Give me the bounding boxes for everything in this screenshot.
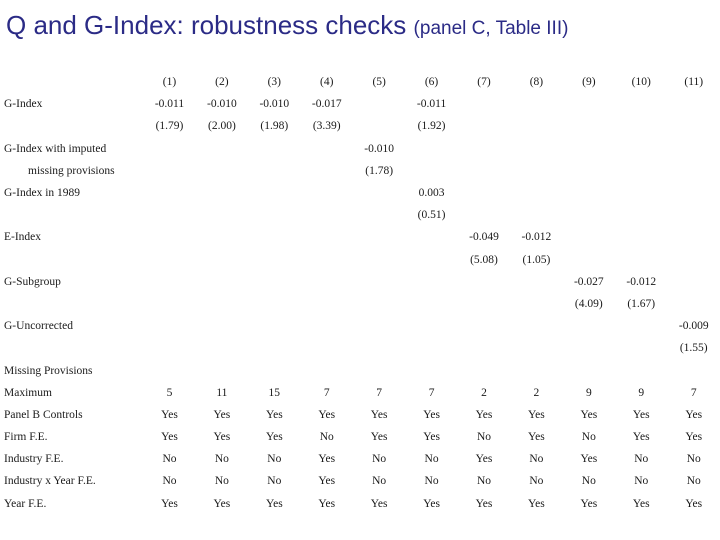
row-label: G-Index with imputed [4,142,107,155]
table-cell [510,138,562,160]
row-label [4,337,143,359]
table-cell [143,160,195,182]
table-row [4,315,720,337]
table-cell: (0.51) [417,209,446,222]
table-cell [458,359,510,381]
table-cell [667,93,720,115]
table-cell [248,182,300,204]
table-cell [248,249,300,271]
table-cell [458,115,510,137]
table-cell [353,204,405,226]
table-cell: Yes [370,408,388,421]
table-cell: Yes [161,408,178,421]
table-row [4,493,720,515]
table-cell: Yes [685,408,703,421]
table-cell [301,271,353,293]
table-cell: Yes [370,497,388,510]
table-cell: 2 [481,386,487,399]
table-cell: Yes [423,497,440,510]
table-cell [563,115,615,137]
table-cell [248,337,300,359]
table-cell: Yes [528,431,545,444]
table-cell [405,249,457,271]
table-cell [248,293,300,315]
row-label: Firm F.E. [4,431,48,444]
table-cell: (1.67) [627,297,656,310]
table-cell: -0.010 [207,98,237,111]
table-row [4,359,720,381]
table-cell [405,138,457,160]
table-cell [248,160,300,182]
table-row [4,404,720,426]
column-header: (9) [582,76,596,89]
table-cell [143,359,195,381]
table-cell: 7 [690,386,697,399]
table-cell: -0.012 [626,275,657,288]
table-cell: Yes [318,453,336,466]
table-cell [196,359,248,381]
table-cell: No [476,431,491,444]
table-row [4,226,720,248]
column-header: (7) [477,76,491,89]
table-cell: Yes [475,497,493,510]
table-cell [353,115,405,137]
table-cell: 0.003 [418,187,445,200]
table-row [4,426,720,448]
table-cell [615,182,667,204]
table-cell: Yes [632,497,650,510]
table-cell [458,293,510,315]
table-cell: Yes [370,431,388,444]
table-row [4,204,720,226]
table-cell [248,138,300,160]
table-cell [143,204,195,226]
row-label: G-Uncorrected [4,320,73,333]
table-cell [301,337,353,359]
column-header: (2) [215,76,229,89]
table-cell [615,93,667,115]
table-cell: 7 [323,386,330,399]
table-cell [615,249,667,271]
table-cell: -0.049 [469,231,499,244]
table-cell: Yes [423,408,440,421]
table-cell: 9 [638,386,645,399]
table-cell: (1.98) [260,120,289,133]
table-cell [405,271,457,293]
table-cell [248,271,300,293]
table-row [4,160,720,182]
table-cell [143,271,195,293]
row-label: Industry x Year F.E. [4,475,96,488]
table-cell: Yes [265,408,283,421]
table-cell: Yes [318,475,336,488]
table-cell [510,293,562,315]
row-label [4,293,143,315]
table-cell [510,204,562,226]
row-label: G-Index in 1989 [4,187,81,200]
table-cell: 7 [428,386,435,399]
table-cell: No [162,453,177,466]
row-label: Industry F.E. [4,453,64,466]
table-cell [301,160,353,182]
row-label: G-Subgroup [4,275,61,288]
table-cell [196,226,248,248]
table-cell: Yes [685,431,703,444]
table-cell [458,160,510,182]
table-cell [353,249,405,271]
table-cell [458,93,510,115]
row-label: Maximum [4,386,52,399]
row-label [4,249,143,271]
table-cell [143,138,195,160]
table-cell: 9 [585,386,592,399]
table-cell [196,249,248,271]
table-cell [510,182,562,204]
table-cell [458,182,510,204]
table-header-row [4,71,720,93]
table-cell: No [529,475,544,488]
table-cell: 5 [166,386,173,399]
table-row [4,138,720,160]
table-cell [143,315,195,337]
table-cell [510,115,562,137]
table-cell: Yes [580,453,598,466]
table-cell [248,315,300,337]
column-header: (11) [684,76,704,89]
table-cell: No [424,453,439,466]
table-cell: (1.05) [522,253,551,266]
table-cell [615,138,667,160]
table-cell [196,337,248,359]
table-cell: No [686,475,701,488]
table-cell [563,359,615,381]
table-cell: No [267,475,282,488]
table-cell [301,315,353,337]
table-cell [510,315,562,337]
table-cell [301,226,353,248]
table-cell [353,271,405,293]
table-cell [615,315,667,337]
slide-title-main: Q and G-Index: robustness checks [6,10,407,40]
column-header: (5) [372,76,386,89]
table-cell [563,226,615,248]
table-cell [563,160,615,182]
table-row [4,249,720,271]
table-cell [563,182,615,204]
table-row [4,293,720,315]
table-row [4,470,720,492]
table-cell [196,160,248,182]
table-cell: No [319,431,334,444]
column-header: (8) [529,76,544,89]
table-cell [405,337,457,359]
table-cell: Yes [423,431,440,444]
table-cell [510,359,562,381]
table-cell: No [476,475,491,488]
row-label: G-Index [4,98,43,111]
table-cell: No [214,475,229,488]
table-cell [143,337,195,359]
table-cell: Yes [213,497,231,510]
table-cell: -0.011 [416,98,447,111]
header-blank-cell [4,71,143,93]
table-cell [615,115,667,137]
table-cell [196,293,248,315]
table-cell [301,293,353,315]
column-header: (1) [162,76,177,89]
table-cell: -0.012 [521,231,552,244]
table-cell: No [162,475,177,488]
table-cell [458,337,510,359]
table-cell [301,204,353,226]
table-cell: Yes [475,453,493,466]
table-cell: (1.92) [417,120,446,133]
table-cell [458,204,510,226]
table-cell [563,315,615,337]
table-cell [143,182,195,204]
table-cell: Yes [213,431,231,444]
slide-title [6,10,568,41]
table-body [4,93,720,515]
table-cell [301,182,353,204]
table-cell [667,204,720,226]
table-cell: (4.09) [574,297,603,310]
table-cell [667,293,720,315]
row-label: Year F.E. [4,497,47,510]
row-label [4,115,143,137]
table-cell [353,315,405,337]
table-row [4,115,720,137]
table-cell [667,271,720,293]
table-cell: (3.39) [312,120,341,133]
table-cell [667,182,720,204]
table-cell [248,359,300,381]
table-cell [301,138,353,160]
table-cell [301,249,353,271]
table-cell: No [581,431,596,444]
table-row [4,271,720,293]
table-cell [143,249,195,271]
table-cell: Yes [161,431,178,444]
table-cell [248,226,300,248]
table-cell: No [267,453,282,466]
table-cell [563,204,615,226]
column-header: (4) [320,76,334,89]
table-row [4,93,720,115]
slide-title-sub: (panel C, Table III) [413,18,569,39]
table-cell: Yes [685,497,703,510]
table-cell: No [581,475,596,488]
table-cell [301,359,353,381]
table-cell [615,204,667,226]
table-cell: Yes [528,408,545,421]
table-row [4,182,720,204]
table-cell [563,249,615,271]
regression-table [4,71,720,515]
table-cell: Yes [632,431,650,444]
table-cell [615,160,667,182]
table-cell [667,115,720,137]
table-cell [196,204,248,226]
table-cell [667,249,720,271]
table-cell: 7 [376,386,383,399]
table-cell: (1.79) [155,120,184,133]
table-cell: (1.55) [679,342,708,355]
table-row [4,448,720,470]
column-header: (10) [631,76,651,89]
table-cell [615,337,667,359]
table-cell [667,226,720,248]
table-cell [248,204,300,226]
table-cell [353,93,405,115]
table-row [4,382,720,404]
table-cell: -0.017 [311,98,342,111]
table-cell: No [214,453,229,466]
table-cell: (2.00) [207,120,236,133]
table-cell [353,182,405,204]
table-cell: -0.010 [364,142,394,155]
table-cell: Yes [632,408,650,421]
table-cell [667,160,720,182]
table-cell [510,160,562,182]
table-cell: Yes [580,497,598,510]
table-cell [196,138,248,160]
table-cell [615,226,667,248]
table-cell: No [634,453,649,466]
table-cell: No [634,475,649,488]
table-cell: Yes [265,497,283,510]
table-cell: No [372,475,387,488]
table-cell [510,93,562,115]
table-cell: (5.08) [470,253,498,266]
table-cell: 2 [533,386,540,399]
table-cell [353,293,405,315]
table-cell: Yes [213,408,231,421]
table-cell [353,337,405,359]
table-cell: Yes [265,431,283,444]
table-cell [667,359,720,381]
table-cell [563,138,615,160]
row-label: missing provisions [28,164,115,177]
table-cell: No [424,475,439,488]
table-cell: Yes [161,497,178,510]
table-cell: Yes [580,408,598,421]
table-cell [196,315,248,337]
table-cell [667,138,720,160]
table-cell [510,271,562,293]
table-cell [458,271,510,293]
table-cell [196,182,248,204]
table-cell [458,315,510,337]
table-cell: Yes [318,408,336,421]
table-cell [353,359,405,381]
table-cell [353,226,405,248]
table-cell: Yes [318,497,336,510]
table-cell: -0.011 [154,98,185,111]
table-cell: Yes [528,497,545,510]
column-header: (3) [267,76,282,89]
table-cell [143,226,195,248]
table-cell: -0.009 [678,320,709,333]
table-cell [615,359,667,381]
row-label: Missing Provisions [4,364,93,377]
table-cell [405,160,457,182]
table-cell: (1.78) [365,164,394,177]
table-cell: No [686,453,701,466]
table-cell: No [529,453,544,466]
column-header: (6) [424,76,439,89]
row-label: E-Index [4,231,42,244]
table-cell [405,293,457,315]
table-cell: No [372,453,387,466]
row-label: Panel B Controls [4,408,83,421]
table-cell [143,293,195,315]
table-row [4,337,720,359]
table-cell: -0.010 [259,98,290,111]
table-cell [196,271,248,293]
table-cell [510,337,562,359]
table-cell: 11 [216,386,228,399]
table-cell [405,315,457,337]
table-cell [563,93,615,115]
row-label [4,204,143,226]
table-cell: 15 [268,386,281,399]
table-cell [563,337,615,359]
table-cell [458,138,510,160]
table-cell: Yes [475,408,493,421]
table-cell: -0.027 [573,275,604,288]
table-cell [405,359,457,381]
table-cell [405,226,457,248]
